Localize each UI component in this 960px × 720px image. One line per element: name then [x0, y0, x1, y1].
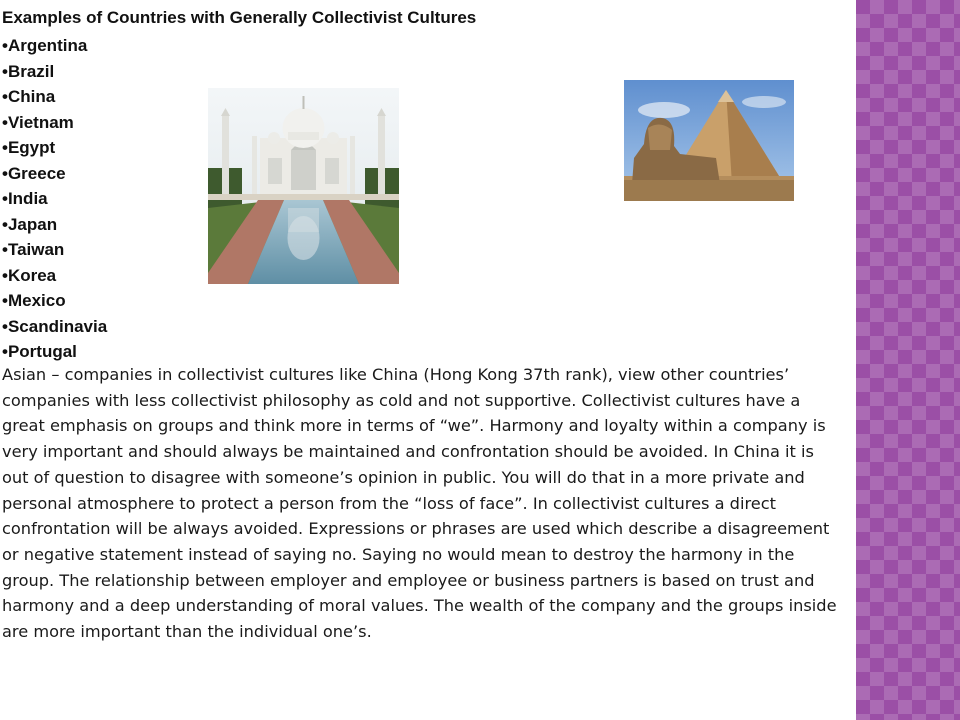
list-item: •Korea: [2, 265, 57, 285]
decorative-side-panel: [856, 0, 960, 720]
list-item: •Vietnam: [2, 112, 74, 132]
list-item: •Portugal: [2, 342, 77, 361]
list-item: •India: [2, 189, 48, 208]
list-item: •China: [2, 87, 56, 106]
list-item: •Taiwan: [2, 240, 65, 259]
list-item: •Brazil: [2, 61, 55, 81]
list-item: •Mexico: [2, 291, 66, 310]
slide-heading: Examples of Countries with Generally Collectivist Cultures: [2, 8, 477, 27]
list-item: •Argentina: [2, 36, 88, 55]
list-item: •Scandinavia: [2, 316, 108, 336]
list-item: •Greece: [2, 163, 66, 183]
list-item: •Egypt: [2, 138, 56, 157]
taj-mahal-photo: [208, 88, 399, 284]
body-paragraph: Asian – companies in collectivist cultures like China (Hong Kong 37th rank), view other countries’ companies with less collectivist philosophy as cold and not supportive. Collectivist cultures have a great emphasis on groups and think more in terms of “we”. Harmony and loyalty within a company is very important and should always be maintained and confrontation should be avoided. In China it is out of question to disagree with someone’s opinion in public. You will do that in a more private and personal atmosphere to protect a person from the “loss of face”. In collectivist cultures a direct confrontation will be always avoided. Expressions or phrases are used which describe a disagreement or negative statement instead of saying no. Saying no would mean to destroy the harmony in the group. The relationship between employer and employee or business partners is based on trust and harmony and a deep understanding of moral values. The wealth of the company and the groups inside are more important than the individual one’s.: [2, 365, 837, 642]
pyramid-sphinx-photo: [624, 80, 794, 201]
list-item: •Japan: [2, 214, 58, 234]
country-list: [2, 33, 107, 365]
